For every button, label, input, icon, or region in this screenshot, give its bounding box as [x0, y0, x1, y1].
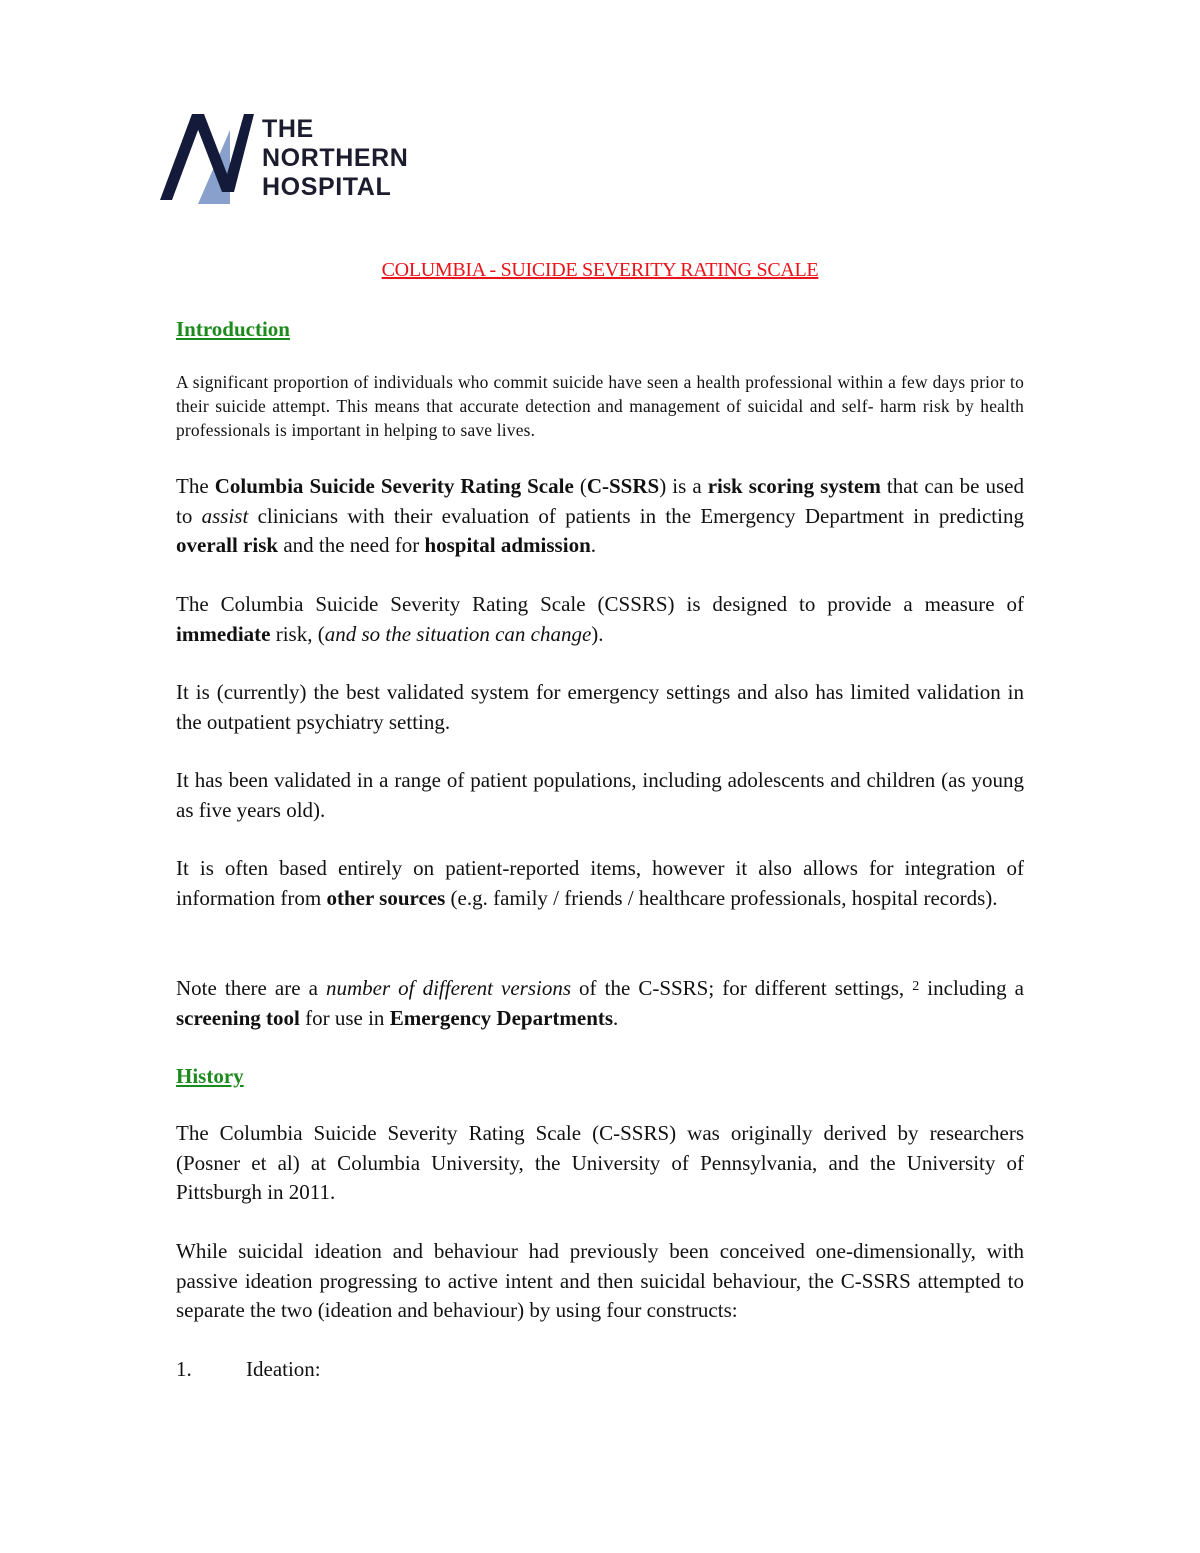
footnote-marker: 2 [912, 979, 920, 994]
logo-wordmark [262, 115, 412, 202]
history-paragraph-1: The Columbia Suicide Severity Rating Scale (C-SSRS) was originally derived by researchers (Posner et al) at Columbia University, the University of Pennsylvania, and the University of Pittsburgh in 2011. [176, 1121, 1024, 1204]
logo-line-1: THE [262, 115, 314, 143]
intro-paragraph-2: The Columbia Suicide Severity Rating Scale (CSSRS) is designed to provide a measure of immediate risk, (and so the situation can change). [176, 592, 1024, 646]
heading-history: History [176, 1064, 244, 1088]
intro-paragraph-4: It has been validated in a range of patient populations, including adolescents and children (as young as five years old). [176, 768, 1024, 822]
intro-paragraph-5: It is often based entirely on patient-reported items, however it also allows for integration of information from other sources (e.g. family / friends / healthcare professionals, hospital records). [176, 856, 1024, 910]
hospital-logo [158, 112, 409, 204]
intro-paragraph-6: Note there are a number of different versions of the C-SSRS; for different settings, $^2$ including a screening tool for use in Emergency Departments. [176, 976, 1024, 1030]
document-title: COLUMBIA - SUICIDE SEVERITY RATING SCALE [381, 259, 819, 281]
list-item-number: 1. [176, 1357, 192, 1381]
intro-lead-paragraph: A significant proportion of individuals who commit suicide have seen a health professional within a few days prior to their suicide attempt. This means that accurate detection and management of suicidal and self- harm risk by health professionals is important in helping to save lives. [176, 372, 1024, 440]
list-item [176, 1355, 321, 1385]
heading-introduction: Introduction [176, 317, 290, 341]
intro-paragraph-1: The Columbia Suicide Severity Rating Scale (C-SSRS) is a risk scoring system that can be used to assist clinicians with their evaluation of patients in the Emergency Department in predicting overall risk and the need for hospital admission. [176, 474, 1024, 557]
history-paragraph-2: While suicidal ideation and behaviour had previously been conceived one-dimensionally, with passive ideation progressing to active intent and then suicidal behaviour, the C-SSRS attempted to separate the two (ideation and behaviour) by using four constructs: [176, 1239, 1024, 1322]
list-item-text: Ideation: [246, 1357, 321, 1381]
intro-paragraph-3: It is (currently) the best validated system for emergency settings and also has limited validation in the outpatient psychiatry setting. [176, 680, 1024, 734]
logo-line-3: HOSPITAL [262, 173, 392, 201]
northern-hospital-logo-mark-icon [158, 112, 258, 204]
logo-line-2: NORTHERN [262, 144, 409, 172]
